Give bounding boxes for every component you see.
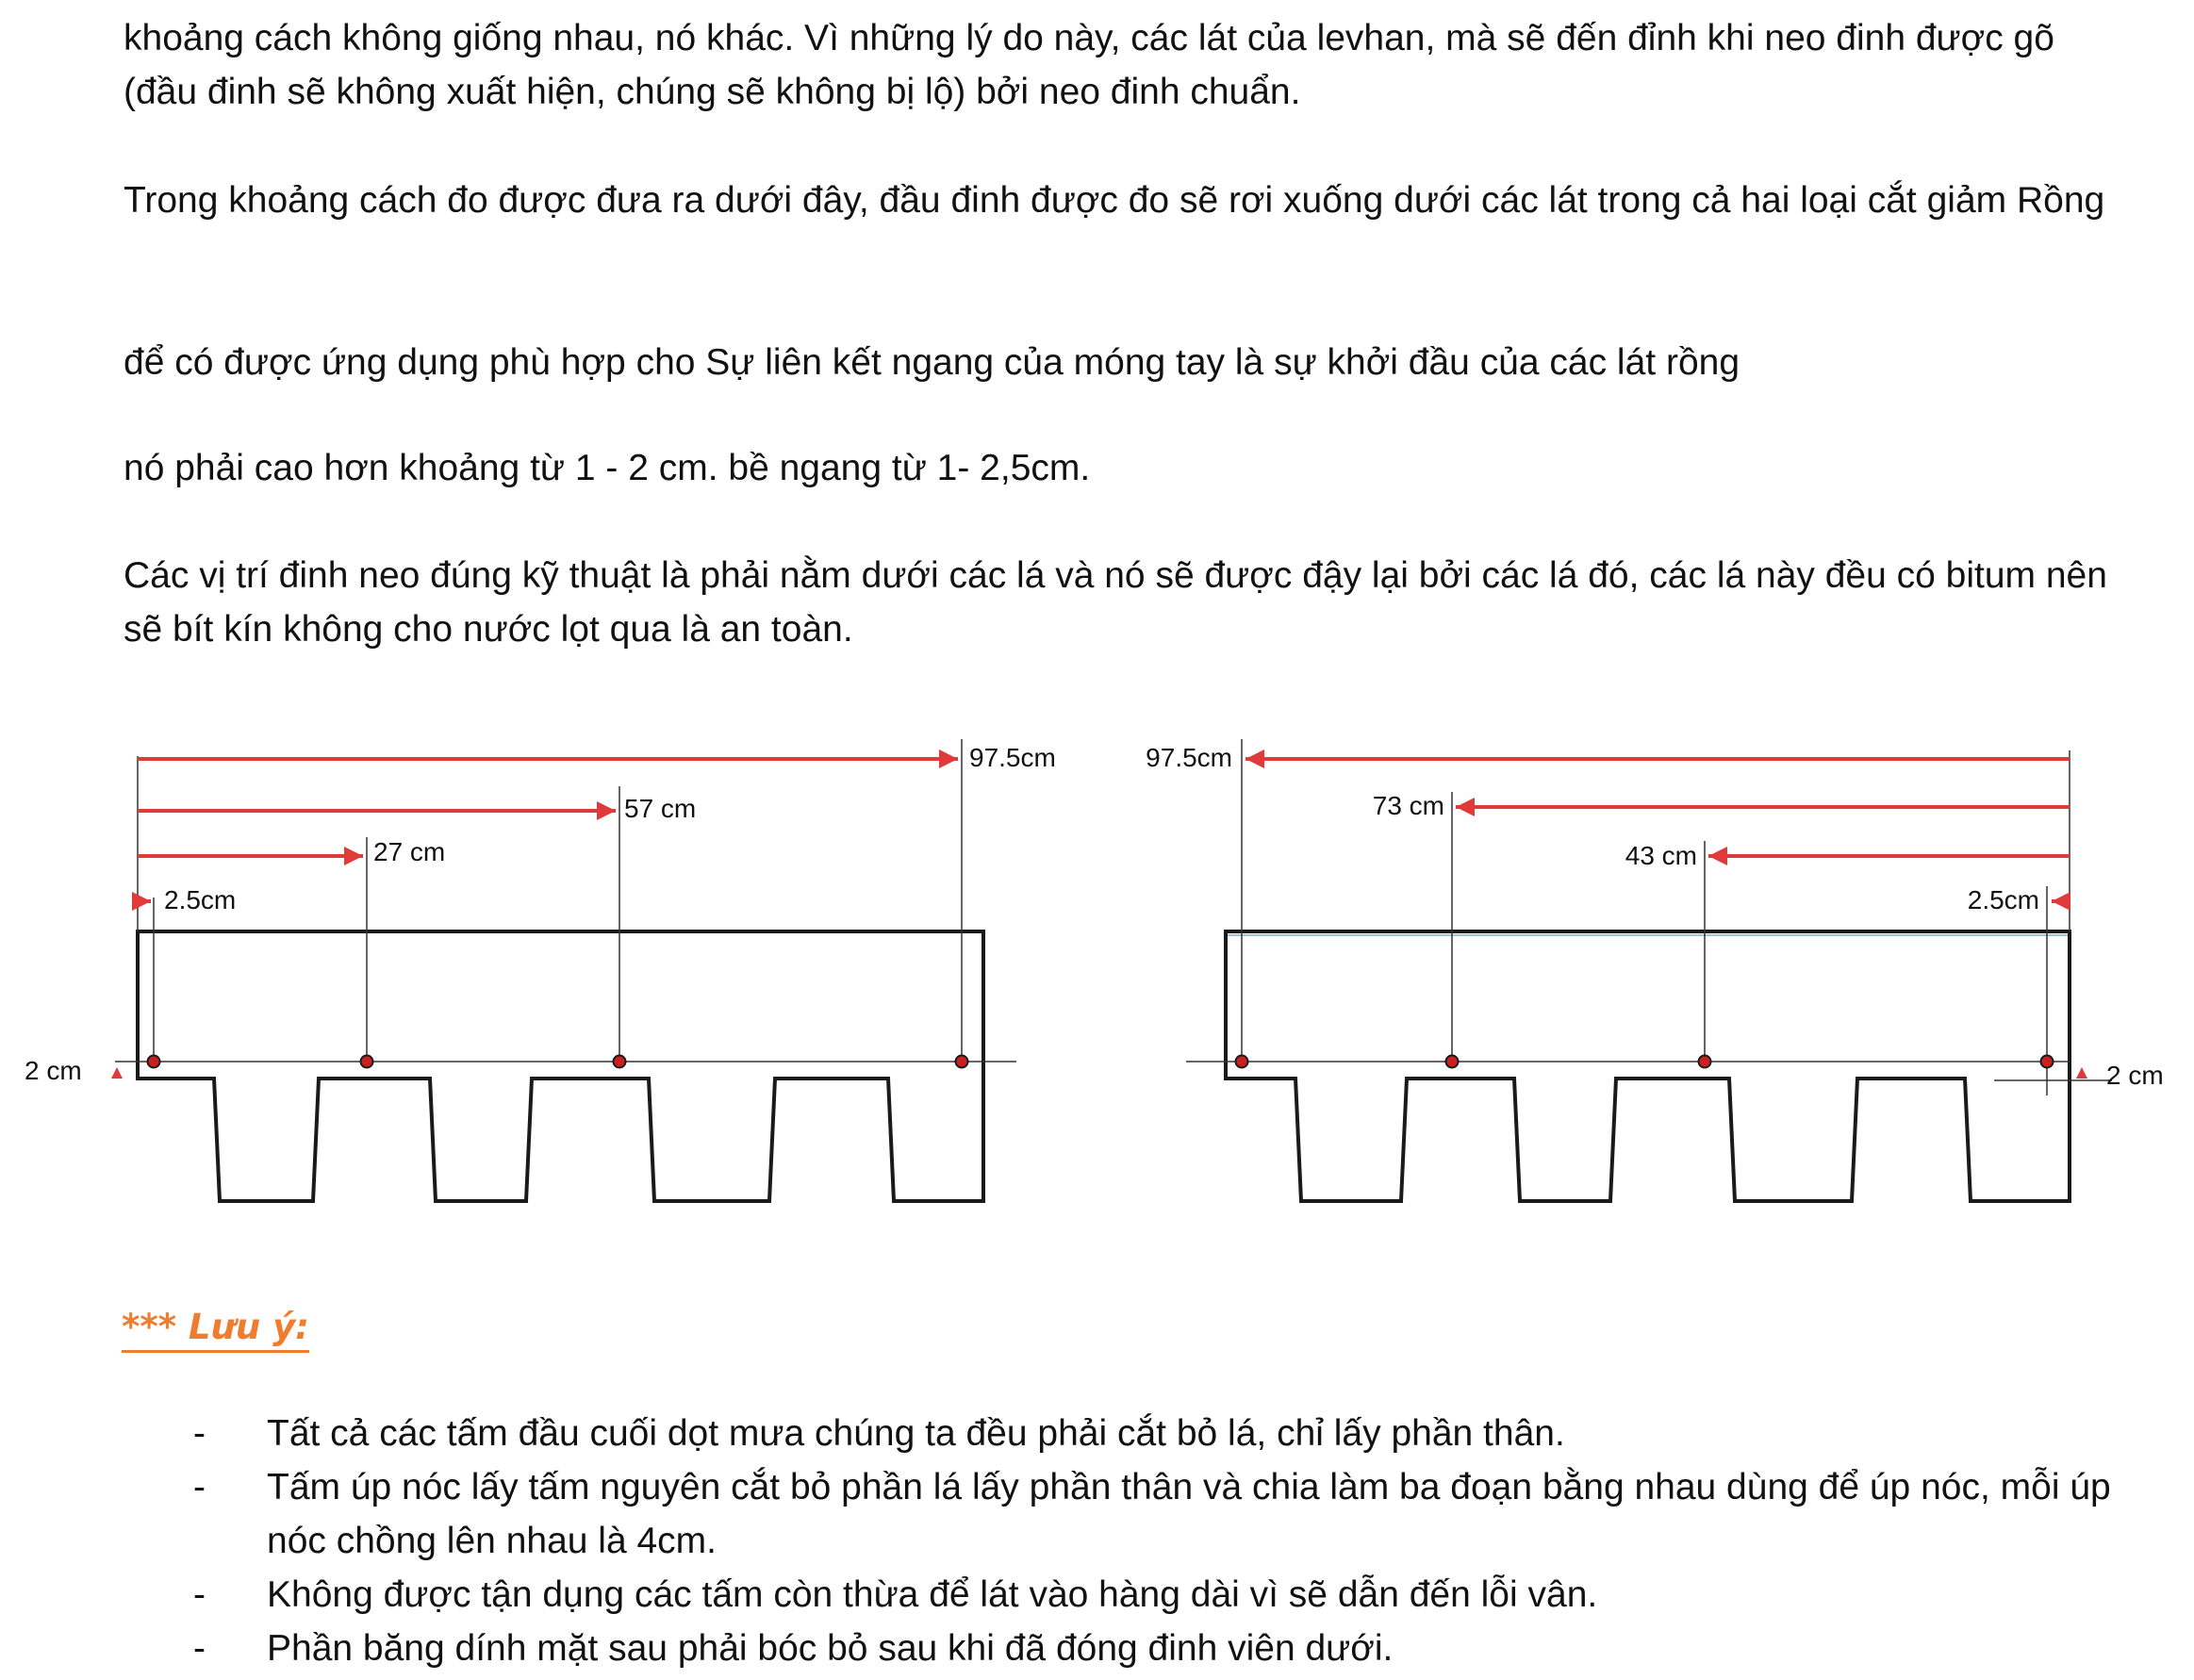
bullet-dash: - (193, 1413, 206, 1454)
right-nail-2 (1446, 1056, 1459, 1068)
right-diagram (1146, 739, 2164, 1201)
bullet-dash: - (193, 1574, 206, 1615)
paragraph-1: khoảng cách không giống nhau, nó khác. Vì những lý do này, các lát của levhan, mà sẽ đến đỉnh khi neo đinh được gõ (đầu đinh sẽ không xuất hiện, chúng sẽ không bị lộ) bởi neo đinh chuẩn. (124, 18, 2054, 112)
left-label-2cm: 2 cm (25, 1056, 82, 1085)
right-nail-1 (1236, 1056, 1248, 1068)
shingle-nailing-diagram (0, 716, 2194, 1226)
note-list (124, 1407, 2151, 1675)
paragraph-3: để có được ứng dụng phù hợp cho Sự liên kết ngang của móng tay là sự khởi đầu của các lát rồng (124, 342, 1740, 383)
left-label-97-5: 97.5cm (969, 743, 1056, 772)
right-nail-3 (1699, 1056, 1711, 1068)
bullet-dash: - (193, 1628, 206, 1669)
list-item-text: Tấm úp nóc lấy tấm nguyên cắt bỏ phần lá lấy phần thân và chia làm ba đoạn bằng nhau dùng để úp nóc, mỗi úp nóc chồng lên nhau là 4cm. (267, 1467, 2111, 1561)
left-shingle-outline (138, 931, 983, 1201)
right-height-marker-icon (2076, 1067, 2087, 1079)
left-nail-1 (148, 1056, 160, 1068)
list-item-text: Tất cả các tấm đầu cuối dọt mưa chúng ta đều phải cắt bỏ lá, chỉ lấy phần thân. (267, 1413, 1565, 1454)
left-label-57: 57 cm (624, 794, 697, 823)
list-item (124, 1568, 2151, 1622)
list-item-text: Không được tận dụng các tấm còn thừa để lát vào hàng dài vì sẽ dẫn đến lỗi vân. (267, 1574, 1598, 1615)
left-diagram (25, 739, 1056, 1201)
left-nail-3 (614, 1056, 626, 1068)
left-label-2-5: 2.5cm (164, 885, 237, 914)
list-item (124, 1460, 2151, 1568)
list-item (124, 1622, 2151, 1675)
left-nail-2 (361, 1056, 373, 1068)
list-item (124, 1407, 2151, 1460)
right-label-43: 43 cm (1625, 841, 1697, 870)
left-height-marker-icon (111, 1067, 123, 1079)
note-heading: *** Lưu ý: (122, 1307, 309, 1353)
right-nail-4 (2041, 1056, 2054, 1068)
left-nail-4 (956, 1056, 968, 1068)
right-label-2cm: 2 cm (2106, 1061, 2164, 1090)
bullet-dash: - (193, 1467, 206, 1507)
right-label-73: 73 cm (1372, 791, 1444, 820)
right-label-2-5: 2.5cm (1967, 885, 2039, 914)
paragraph-4: nó phải cao hơn khoảng từ 1 - 2 cm. bề ngang từ 1- 2,5cm. (124, 448, 1091, 488)
right-shingle-outline (1226, 931, 2070, 1201)
paragraph-2: Trong khoảng cách đo được đưa ra dưới đây, đầu đinh được đo sẽ rơi xuống dưới các lát trong cả hai loại cắt giảm Rồng (124, 180, 2105, 221)
left-label-27: 27 cm (373, 837, 446, 866)
list-item-text: Phần băng dính mặt sau phải bóc bỏ sau khi đã đóng đinh viên dưới. (267, 1628, 1394, 1669)
right-label-97-5: 97.5cm (1146, 743, 1232, 772)
paragraph-5: Các vị trí đinh neo đúng kỹ thuật là phải nằm dưới các lá và nó sẽ được đậy lại bởi các lá đó, các lá này đều có bitum nên sẽ bít kín không cho nước lọt qua là an toàn. (124, 555, 2107, 650)
